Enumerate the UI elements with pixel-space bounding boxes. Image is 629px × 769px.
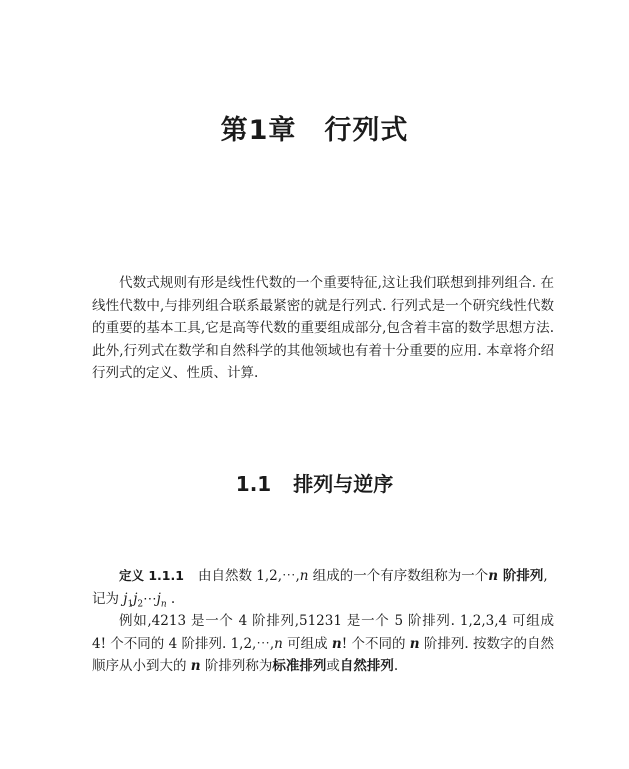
definition-paragraph: 定义 1.1.1 由自然数 1,2,⋯,n 组成的一个有序数组称为一个n 阶排列, 记为 $j_1j_2\cdots j_n$ . [92,568,548,610]
chapter-title [0,108,629,147]
example-paragraph: 例如,4213 是一个 4 阶排列,51231 是一个 5 阶排列. 1,2,3,4 可组成 4! 个不同的 4 阶排列. 1,2,⋯,n 可组成 n! 个不同的 n 阶排列. 按数字的自然顺序从小到大的 n 阶排列称为标准排列或自然排列. [92,613,554,674]
section-title [0,468,629,497]
term-standard-permutation: 标准排列 [272,658,327,674]
section-number: 1.1 [235,472,272,496]
term-n: n [488,568,499,584]
term-n-permutation: 阶排列 [498,568,544,584]
chapter-number: 第1章 [220,115,297,146]
term-natural-permutation: 自然排列 [339,658,394,674]
chapter-name: 行列式 [324,115,409,146]
section-name: 排列与逆序 [293,472,394,496]
intro-paragraph: 代数式规则有形是线性代数的一个重要特征,这让我们联想到排列组合. 在线性代数中,与排列组合联系最紧密的就是行列式. 行列式是一个研究线性代数的重要的基本工具,它是高等代数的重要组成部分,包含着丰富的数学思想方法. 此外,行列式在数学和自然科学的其他领域也有着十分重要的应用. 本章将介绍行列式的定义、性质、计算. [92,275,554,381]
permutation-notation: $j_1j_2\cdots j_n$ [123,590,167,610]
definition-label: 定义 1.1.1 [119,568,184,583]
